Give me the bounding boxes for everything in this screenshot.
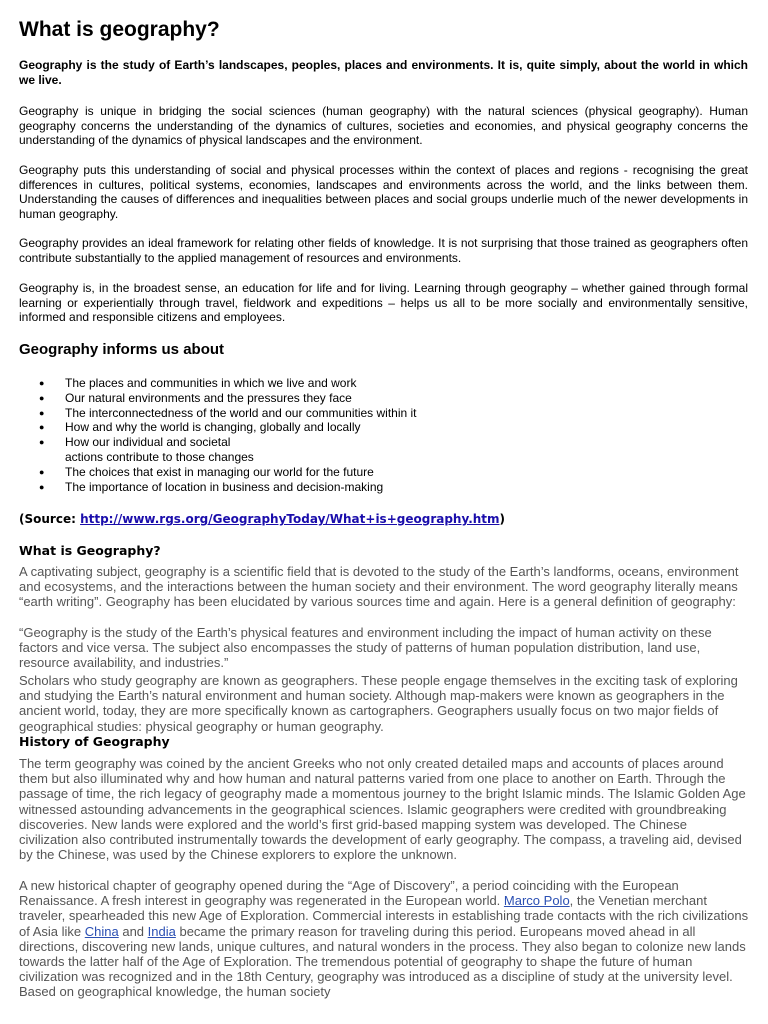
history-text: A new historical chapter of geography opened during the “Age of Discovery”, a period coinciding with the European Renaissance. A fresh interest in geography was regenerated in the European world. <box>19 878 679 909</box>
paragraph-3: Geography provides an ideal framework for relating other fields of knowledge. It is not surprising that those trained as geographers often contribute substantially to the applied management of resources and environments. <box>19 236 748 265</box>
link-marco-polo[interactable]: Marco Polo <box>503 893 570 909</box>
page-title: What is geography? <box>19 18 220 41</box>
list-item-text: The importance of location in business and decision-making <box>65 479 384 494</box>
paragraph-4: Geography is, in the broadest sense, an education for life and for living. Learning through geography – whether gained through formal learning or experientially through travel, fieldwork and expeditions – helps us all to be more socially and environmentally sensitive, informed and responsible citizens and employees. <box>19 281 748 324</box>
list-item <box>19 391 417 406</box>
bullet-icon: ● <box>39 481 45 492</box>
list-item <box>19 420 417 435</box>
source-prefix: (Source: <box>19 512 81 526</box>
list-item <box>19 406 417 421</box>
list-item-text: The interconnectedness of the world and our communities within it <box>65 405 417 420</box>
source-link[interactable]: http://www.rgs.org/GeographyToday/What+is+geography.htm <box>80 512 500 526</box>
bullet-icon: ● <box>39 378 45 388</box>
paragraph-2: Geography puts this understanding of social and physical processes within the context of places and regions - recognising the great differences in cultures, political systems, economies, landscapes and environments across the world, and the links between them. Understanding the causes of differences and inequalities between places and social groups underlie much of the newer developments in human geography. <box>19 163 748 221</box>
link-india[interactable]: India <box>147 923 176 939</box>
list-item-continuation: actions contribute to those changes <box>65 449 254 464</box>
link-china[interactable]: China <box>84 923 119 939</box>
section-heading-history: History of Geography <box>19 734 170 749</box>
list-item-text: How and why the world is changing, globally and locally <box>65 420 361 435</box>
section-heading-what-is-geography: What is Geography? <box>19 543 161 558</box>
intro-paragraph: Geography is the study of Earth’s landscapes, peoples, places and environments. It is, quite simply, about the world in which we live. <box>19 58 748 87</box>
bullet-icon: ● <box>39 466 45 477</box>
bullet-icon: ● <box>39 422 45 433</box>
paragraph-1: Geography is unique in bridging the social sciences (human geography) with the natural sciences (physical geography). Human geography concerns the understanding of the dynamics of cultures, societies and economies, and physical geography concerns the understanding of the dynamics of physical landscapes and the environment. <box>19 104 748 147</box>
history-text: and <box>118 923 148 939</box>
list-item <box>19 435 417 465</box>
bullet-icon: ● <box>39 392 45 403</box>
list-item <box>19 376 417 391</box>
history-text: , the Venetian merchant traveler, spearheaded this new Age of Exploration. Commercial interests in establishing trade contacts with the rich civilizations of Asia like <box>19 893 749 939</box>
history-paragraph-2 <box>19 878 749 1000</box>
bullet-icon: ● <box>39 407 45 418</box>
list-item-text: The places and communities in which we live and work <box>65 376 357 390</box>
section2-paragraph-1: A captivating subject, geography is a scientific field that is devoted to the study of the Earth’s landforms, oceans, environment and ecosystems, and the interactions between the human society and their environment. The word geography literally means “earth writing”. Geography has been elucidated by various sources time and again. Here is a general definition of geography: <box>19 564 739 610</box>
list-item-text: How our individual and societal <box>65 435 231 450</box>
history-text: became the primary reason for traveling during this period. Europeans moved ahead in all directions, discovering new lands, unique cultures, and natural wonders in the process. They also began to colonize new lands towards the latter half of the Age of Exploration. The tremendous potential of geography to shape the future of human civilization was recognized and in the 18th Century, geography was introduced as a discipline of study at the university level. Based on geographical knowledge, the human society <box>19 923 746 1000</box>
list-item <box>19 480 417 495</box>
list-item-text: The choices that exist in managing our world for the future <box>65 464 374 479</box>
list-item <box>19 465 417 480</box>
history-paragraph-1: The term geography was coined by the ancient Greeks who not only created detailed maps and accounts of places around them but also illuminated why and how human and natural patterns varied from one place to another on Earth. Through the passage of time, the rich legacy of geography made a momentous journey to the bright Islamic minds. The Islamic Golden Age witnessed astounding advancements in the geographical sciences. Islamic geographers were credited with groundbreaking discoveries. New lands were explored and the world’s first grid-based mapping system was developed. The Chinese civilization also contributed instrumentally towards the development of early geography. The compass, a traveling aid, devised by the Chinese, was used by the Chinese explorers to explore the unknown. <box>19 756 746 863</box>
source-suffix: ) <box>499 512 506 526</box>
source-citation <box>19 512 505 526</box>
section2-quote: “Geography is the study of the Earth’s physical features and environment including the impact of human activity on these factors and vice versa. The subject also encompasses the study of patterns of human population distribution, land use, resource availability, and industries.” <box>19 625 712 671</box>
bullet-icon: ● <box>39 437 45 448</box>
informs-heading: Geography informs us about <box>19 341 225 358</box>
list-item-text: Our natural environments and the pressures they face <box>65 390 352 405</box>
section2-paragraph-2: Scholars who study geography are known as geographers. These people engage themselves in the exciting task of exploring and studying the Earth’s natural environment and human society. Although map-makers were known as geographers in the ancient world, today, they are more specifically known as cartographers. Geographers usually focus on two major fields of geographical studies: physical geography or human geography. <box>19 673 738 734</box>
informs-list <box>19 376 417 494</box>
